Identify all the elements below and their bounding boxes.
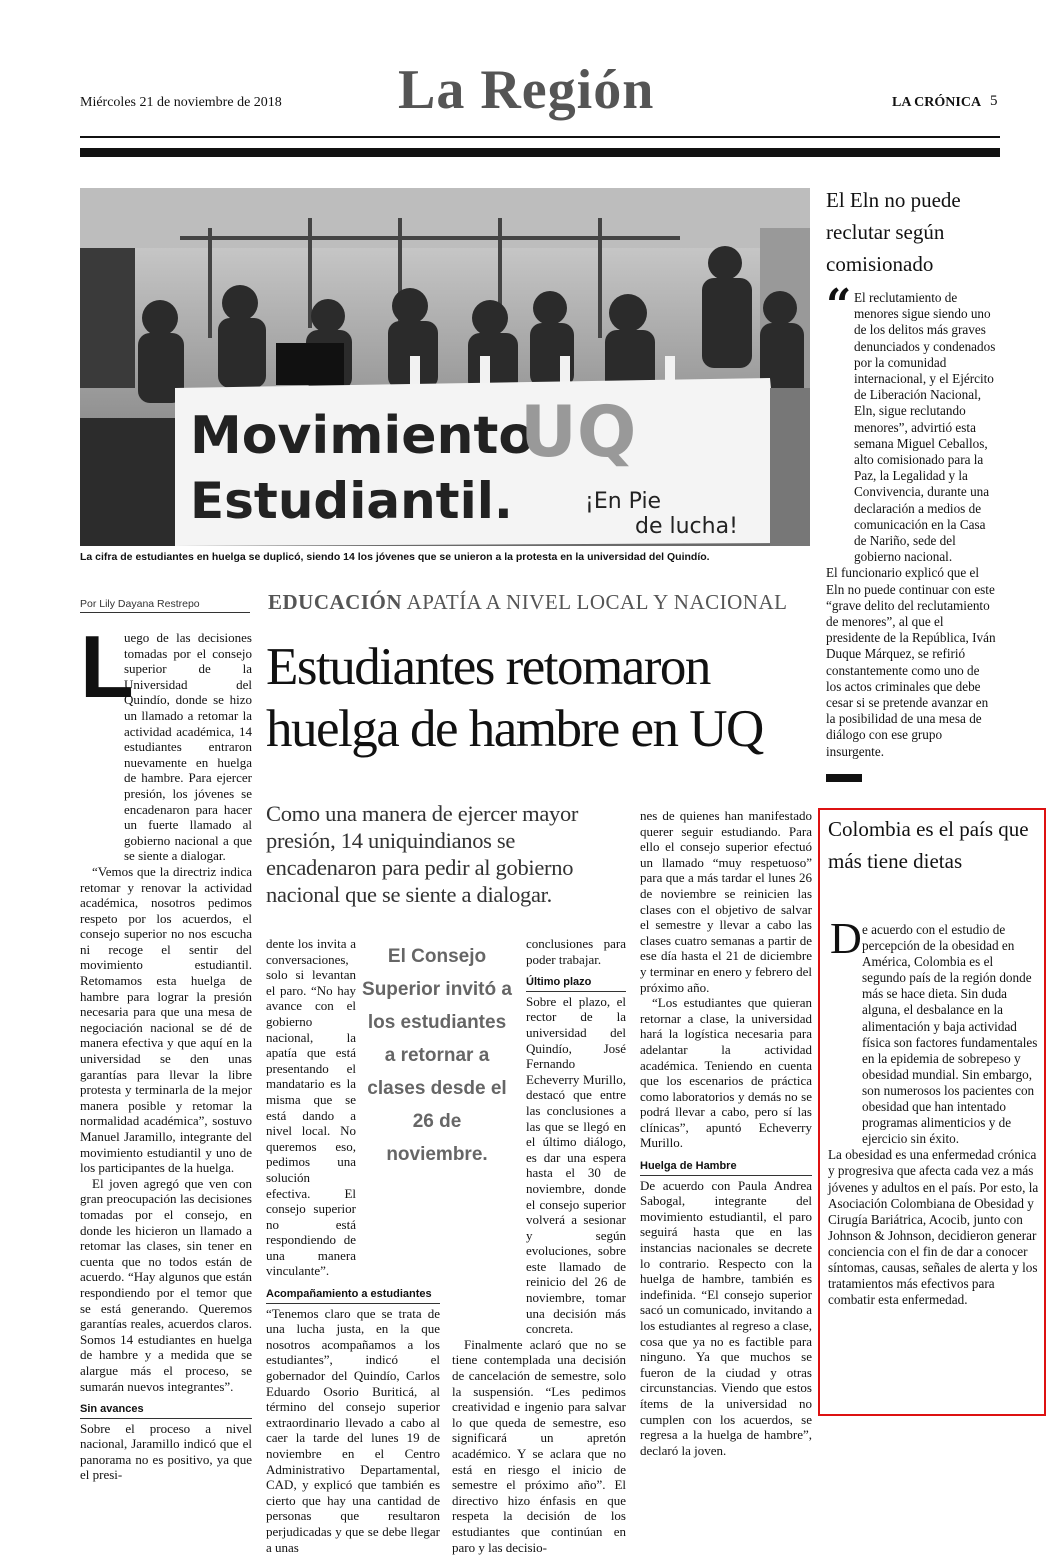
section-title: La Región bbox=[398, 59, 655, 121]
col1-paragraph-4: Sobre el proceso a nivel nacional, Jaramillo indicó que el panorama no es positivo, ya que el presi- bbox=[80, 1420, 252, 1483]
sidebar-end-bar bbox=[826, 774, 862, 782]
protest-photo bbox=[80, 188, 810, 546]
photo-caption: La cifra de estudiantes en huelga se duplicó, siendo 14 los jóvenes que se unieron a la protesta en la universidad del Quindío. bbox=[80, 551, 710, 563]
pull-quote: El Consejo Superior invitó a los estudiantes a retornar a clases desde el 26 de noviembre. bbox=[362, 946, 512, 1165]
article-deck: Como una manera de ejercer mayor presión, 14 uniquindianos se encadenaron para pedir al gobierno nacional que se siente a dialogar. bbox=[266, 801, 579, 907]
kicker-topic: APATÍA A NIVEL LOCAL Y NACIONAL bbox=[402, 590, 788, 614]
byline: Por Lily Dayana Restrepo bbox=[80, 598, 250, 613]
banner-slogan-1: ¡En Pie bbox=[585, 489, 662, 514]
page-number: 5 bbox=[990, 93, 998, 109]
quote-mark-icon: “ bbox=[826, 280, 852, 331]
col3-paragraph-top: conclusiones para poder trabajar. bbox=[526, 936, 626, 967]
box-paragraph-2: La obesidad es una enfermedad crónica y progresiva que afecta cada vez a más jóvenes y adultos en el país. Por esto, la Asociación Colombiana de Obesidad y Cirugía Bariátrica, Acocib, junto con Johnson & Johnson, decidieron generar conciencia con el fin de dar a conocer síntomas, causas, señales de alerta y los tratamientos más efectivos para combatir esta enfermedad. bbox=[828, 1147, 1039, 1308]
col1-paragraph-1: uego de las decisiones tomadas por el consejo superior de la Universidad del Quindío, donde se hizo un llamado a retomar la actividad académica, 14 estudiantes entraron nuevamente en huelga de hambre. Para ejercer presión, los jóvenes se encadenaron para hacer un fuerte llamado al gobierno nacional a que se siente a dialogar. bbox=[124, 630, 252, 864]
col2-paragraph-1: dente los invita a conversaciones, solo si levantan el paro. “No hay avance con el gobierno nacional, la apatía que está presentando el mandatario es la misma que se está dando a nivel local. No queremos eso, pedimos una solución efectiva. El consejo superior no está respondiendo de una manera vinculante”. bbox=[266, 936, 356, 1279]
subhead-ultimo-plazo: Último plazo bbox=[526, 975, 626, 992]
article-column-1 bbox=[80, 617, 252, 1483]
sidebar-body bbox=[826, 290, 998, 760]
banner-text-line2: Estudiantil. bbox=[190, 472, 513, 530]
col2-paragraph-2: “Tenemos claro que se trata de una lucha justa, en la que nosotros acompañamos a los estudiantes”, indicó el gobernador del Quindío, Carlos Eduardo Osorio Buriticá, al término del consejo superior extraordinario llevado a cabo al caer la tarde del lunes 19 de noviembre en el Centro Administrativo Departamental, CAD, y explicó que también es cierto que hay una cantidad de personas que resultaron perjudicadas y que se debe llegar a unas bbox=[266, 1305, 440, 1555]
sidebar-headline: El Eln no puede reclutar según comisionado bbox=[826, 188, 961, 276]
article-column-4 bbox=[640, 808, 812, 1458]
photo-illustration bbox=[80, 188, 810, 546]
banner-slogan-2: de lucha! bbox=[635, 514, 738, 539]
header-rule-thick bbox=[80, 148, 1000, 157]
col3-paragraph-1: Sobre el plazo, el rector de la universidad del Quindío, José Fernando Echeverry Murillo, destacó que entre las conclusiones a las que se llegó en el último diálogo, es dar una espera hasta el 30 de noviembre, donde el consejo superior volverá a sesionar y según evoluciones, sobre este llamado de reinicio del 26 de noviembre, tomar una decisión más concreta. bbox=[526, 993, 626, 1337]
col1-paragraph-2: “Vemos que la directriz indica retomar y renovar la actividad académica, nosotros pedimos respeto por los acuerdos, el consejo superior no nos escucha ni recoge el sentir del movimiento estudiantil. Retomamos esta huelga de hambre para lograr la presión necesaria para que una mesa de negociación nacional se dé de manera efectiva y que aquí en la universidad se den unas garantías para llevar la libre protesta y terminarla de la mejor manera posible y retomar la normalidad académica”, sostuvo Manuel Jaramillo, integrante del movimiento estudiantil y uno de los participantes de la huelga. bbox=[80, 863, 252, 1176]
subhead-acompanamiento: Acompañamiento a estudiantes bbox=[266, 1287, 440, 1304]
header-rule-thin bbox=[80, 136, 1000, 138]
sidebar-paragraph-2: El funcionario explicó que el Eln no puede continuar con este “grave delito del reclutamiento de menores”, al que el presidente de la República, Iván Duque Márquez, se refirió constantemente como uno de los actos criminales que debe cesar si se pretende avanzar en la posibilidad de una mesa de diálogo con ese grupo insurgente. bbox=[826, 565, 996, 759]
article-column-3 bbox=[452, 936, 626, 1555]
col3-paragraph-2: Finalmente aclaró que no se tiene contemplada una decisión de cancelación de semestre, solo la suspensión. “Les pedimos creatividad e ingenio para salvar lo que queda de semestre, eso significará un apretón académico. Y se aclara que no está en riesgo el inicio de semestre el próximo año”. El directivo hizo énfasis en que respeta la decisión de los estudiantes que continúan en paro y las decisio- bbox=[452, 1336, 626, 1555]
col4-paragraph-2: “Los estudiantes que quieran retornar a clase, la universidad hará la logística necesaria para adelantar la actividad académica. Teniendo en cuenta que los escenarios de práctica como laboratorios y demás no se podrá llevar a cabo, pero sí las clínicas”, apuntó Echeverry Murillo. bbox=[640, 995, 812, 1151]
article-dropcap: L bbox=[80, 617, 134, 716]
col1-paragraph-3: El joven agregó que ven con gran preocupación las decisiones tomadas por el consejo, en donde les hicieron un llamado a retomar las clases, sin tener en cuenta que no todos están de acuerdo. “Hay algunos que están respondiendo por el temor que se está generando. Queremos garantías reales, acuerdos claros. Somos 14 estudiantes en huelga de hambre y a medida que se alargue más el proceso, se sumarán nuevos integrantes”. bbox=[80, 1175, 252, 1394]
box-dropcap: D bbox=[830, 914, 862, 963]
article-headline: Estudiantes retomaron huelga de hambre en UQ bbox=[266, 638, 763, 758]
subhead-huelga-de-hambre: Huelga de Hambre bbox=[640, 1159, 812, 1176]
box-paragraph-1: e acuerdo con el estudio de percepción de la obesidad en América, Colombia es el segundo país de la región donde más se hace dieta. Sin duda alguna, el desbalance en la alimentación y baja actividad física son factores fundamentales en la epidemia de sobrepeso y obesidad mundial. Sin embargo, son numerosos los pacientes con obesidad que han intentado programas alimenticios y de ejercicio sin éxito. bbox=[862, 922, 1038, 1147]
kicker-section: EDUCACIÓN bbox=[268, 590, 403, 614]
col4-paragraph-3: De acuerdo con Paula Andrea Sabogal, integrante del movimiento estudiantil, el paro seguirá hasta que en las instancias nacionales se decrete lo contrario. Respecto con la huelga de hambre, también es indefinida. “El consejo superior sacó un comunicado, invitando a los estudiantes al regreso a clase, cosa que ya no es factible para ninguno. Ya que muchos se fueron de la ciudad y otras circunstancias. Viendo que estos ítems de la universidad no cumplen con los acuerdos, se regresa a la huelga de hambre”, declaró la joven. bbox=[640, 1177, 812, 1458]
box-body bbox=[828, 922, 1040, 1308]
newspaper-name: LA CRÓNICA bbox=[892, 95, 982, 110]
box-headline: Colombia es el país que más tiene dietas bbox=[828, 817, 1029, 873]
sidebar-paragraph-1: El reclutamiento de menores sigue siendo uno de los delitos más graves denunciados y condenados por la comunidad internacional, y el Ejército de Liberación Nacional, Eln, sigue reclutando menores”, advirtió esta semana Miguel Ceballos, alto comisionado para la Paz, la Legalidad y la Convivencia, durante una declaración a medios de comunicación en la Casa de Nariño, sede del gobierno nacional. bbox=[854, 290, 996, 565]
banner-text-line1: Movimiento bbox=[190, 406, 535, 466]
banner-text-uq: UQ bbox=[520, 391, 637, 473]
issue-date: Miércoles 21 de noviembre de 2018 bbox=[80, 95, 282, 110]
subhead-sin-avances: Sin avances bbox=[80, 1402, 252, 1419]
col4-paragraph-1: nes de quienes han manifestado querer seguir estudiando. Para ello el consejo superior efectuó un llamado “muy respetuoso” para que a más tardar el lunes 26 de noviembre se reinicien las clases con el objetivo de salvar el semestre y llevar a cabo las clases cuatro semanas a partir de ese día hasta el 21 de diciembre y terminar en enero y febrero del próximo año. bbox=[640, 808, 812, 995]
kicker bbox=[268, 590, 787, 615]
